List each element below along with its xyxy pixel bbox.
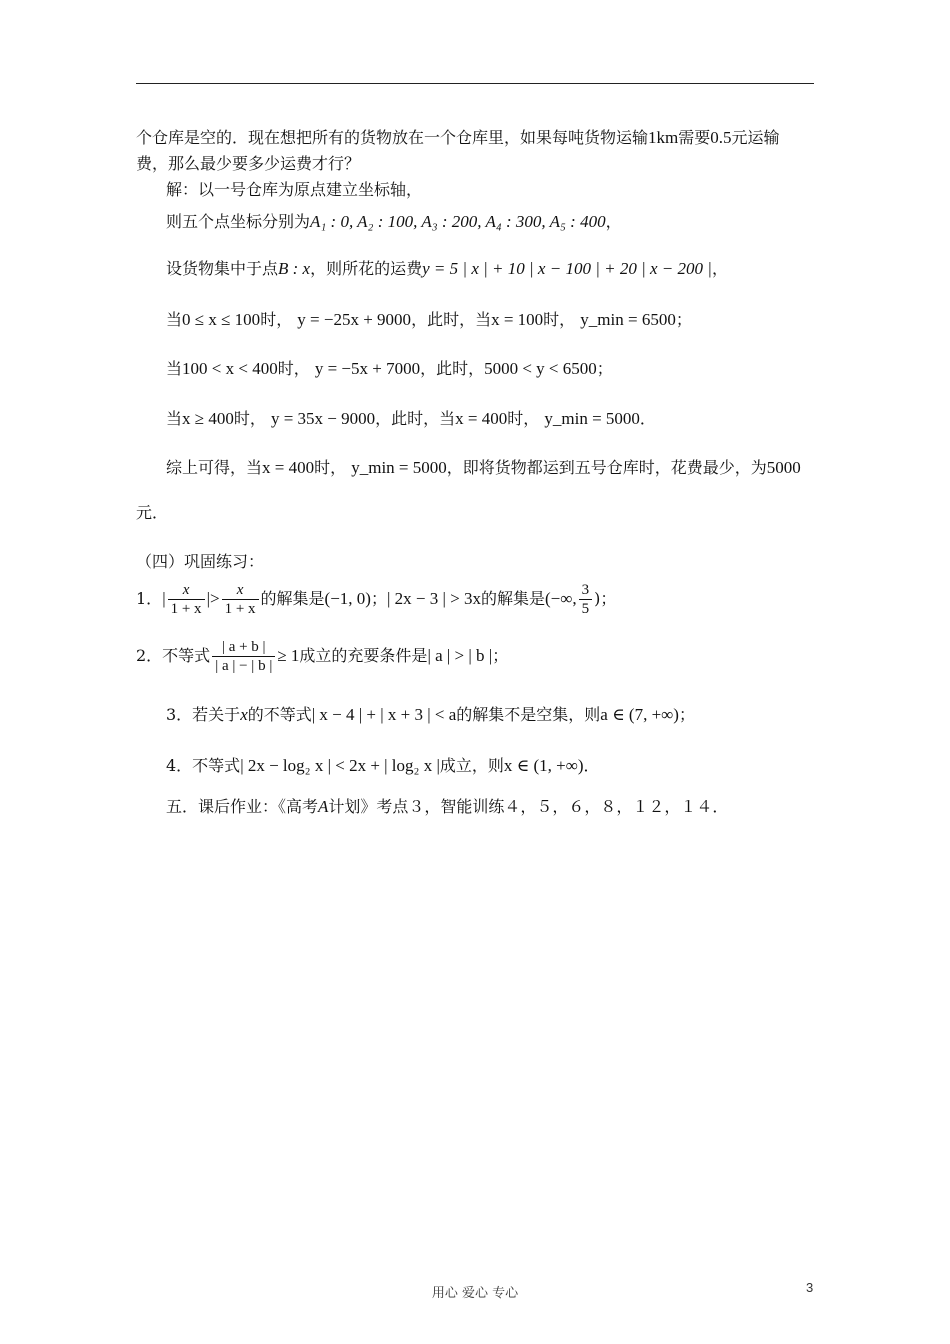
math-case3-x: x = 400 xyxy=(455,409,508,428)
case-1-line: 当0 ≤ x ≤ 100时， y = −25x + 9000，此时，当x = 100时， y_min = 6500； xyxy=(166,310,692,329)
math-ex2-ans: | a | > | b | xyxy=(427,646,493,665)
case-3-line: 当x ≥ 400时， y = 35x − 9000，此时，当x = 400时， y_min = 5000． xyxy=(166,409,656,428)
math-ex1-ineq2: | 2x − 3 | > 3x xyxy=(386,589,481,608)
coords-line: 则五个点坐标分别为A₁ : 0, A₂ : 100, A₃ : 200, A₄ : 300, A₅ : 400， xyxy=(166,212,622,231)
math-ex3-x: x xyxy=(240,705,248,724)
fraction-3-over-5: $\frac{3}{5}$ xyxy=(579,581,593,618)
text: 元运输 xyxy=(731,128,780,147)
math-case2-y: y = −5x + 7000 xyxy=(314,359,421,378)
exercise-3: 3．若关于x的不等式| x − 4 | + | x + 3 | < a的解集不是空集，则a ∈ (7, +∞)； xyxy=(166,705,695,724)
case-2-line: 当100 < x < 400时， y = −5x + 7000，此时，5000 < y < 6500； xyxy=(166,359,613,378)
math-ex1-sol1: (−1, 0) xyxy=(324,589,371,608)
exercise-4: 4．不等式| 2x − log₂ x | < 2x + | log₂ x |成立，则x ∈ (1, +∞)． xyxy=(166,756,600,775)
math-case1-min: y_min = 6500 xyxy=(580,310,676,329)
math-ex1-sol2: (−∞, xyxy=(544,589,577,608)
math-summary-val: 5000 xyxy=(766,458,801,477)
fraction-ab: $\frac{| a + b |}{| a | - | b |}$ xyxy=(212,638,275,675)
exercise-2: 2．不等式 $\frac{| a + b |}{| a | - | b |}$ ≥ 1成立的充要条件是| a | > | b |； xyxy=(136,639,509,674)
math-case1-x: x = 100 xyxy=(491,310,544,329)
math-ex4-ineq: | 2x − log₂ x | < 2x + | log₂ x | xyxy=(240,756,440,775)
text: 需要 xyxy=(678,128,711,147)
math-cost: 0.5 xyxy=(710,128,732,147)
header-rule xyxy=(136,83,814,84)
math-km: 1km xyxy=(648,128,679,147)
footer-text: 用心 爱心 专心 xyxy=(431,1286,519,1301)
exercises-heading: （四）巩固练习： xyxy=(136,552,265,571)
math-case2-cond: 100 < x < 400 xyxy=(182,359,278,378)
math-ex2-ge: ≥ 1 xyxy=(277,646,300,665)
math-ex3-ineq: | x − 4 | + | x + 3 | < a xyxy=(311,705,457,724)
math-case3-cond: x ≥ 400 xyxy=(182,409,234,428)
math-hw-A: A xyxy=(318,797,329,816)
text: 个仓库是空的．现在想把所有的货物放在一个仓库里，如果每吨货物运输 xyxy=(136,128,649,147)
problem-line-2 xyxy=(136,153,360,175)
problem-line-1 xyxy=(136,127,780,149)
solution-intro: 解：以一号仓库为原点建立坐标轴， xyxy=(166,180,423,199)
math-coords: A₁ : 0, A₂ : 100, A₃ : 200, A₄ : 300, A₅ : 400 xyxy=(310,212,606,231)
math-case1-cond: 0 ≤ x ≤ 100 xyxy=(182,310,261,329)
summary-end: 元． xyxy=(136,503,169,522)
math-case2-range: 5000 < y < 6500 xyxy=(484,359,597,378)
page-number: 3 xyxy=(806,1280,814,1295)
exercise-1: 1．| $\frac{x}{1 + x}$ |> $\frac{x}{1 + x}$ 的解集是(−1, 0)；| 2x − 3 | > 3x的解集是(−∞, $\frac{3}{5}$ )； xyxy=(136,582,617,617)
math-case3-y: y = 35x − 9000 xyxy=(270,409,376,428)
text: 费，那么最少要多少运费才行？ xyxy=(136,154,361,173)
cost-function-line: 设货物集中于点B : x，则所花的运费y = 5 | x | + 10 | x − 100 | + 20 | x − 200 |， xyxy=(166,259,728,278)
fraction-x-over-1-plus-x: $\frac{x}{1 + x}$ xyxy=(222,581,259,618)
math-cost-function: y = 5 | x | + 10 | x − 100 | + 20 | x − 200 | xyxy=(422,259,712,278)
math-point: B : x xyxy=(278,259,311,278)
math-ex4-ans: x ∈ (1, +∞) xyxy=(503,756,584,775)
math-ex3-ans: a ∈ (7, +∞) xyxy=(600,705,679,724)
math-case3-min: y_min = 5000 xyxy=(544,409,640,428)
fraction-x-over-1-plus-x: $\frac{x}{1 + x}$ xyxy=(168,581,205,618)
math-case1-y: y = −25x + 9000 xyxy=(297,310,412,329)
math-summary-x: x = 400 xyxy=(262,458,315,477)
math-summary-min: y_min = 5000 xyxy=(351,458,447,477)
homework-line: 五．课后作业：《高考A计划》考点３，智能训练４，５，６，８，１２，１４． xyxy=(166,797,729,816)
summary-line: 综上可得，当x = 400时， y_min = 5000，即将货物都运到五号仓库时，花费最少，为5000 xyxy=(166,458,801,477)
